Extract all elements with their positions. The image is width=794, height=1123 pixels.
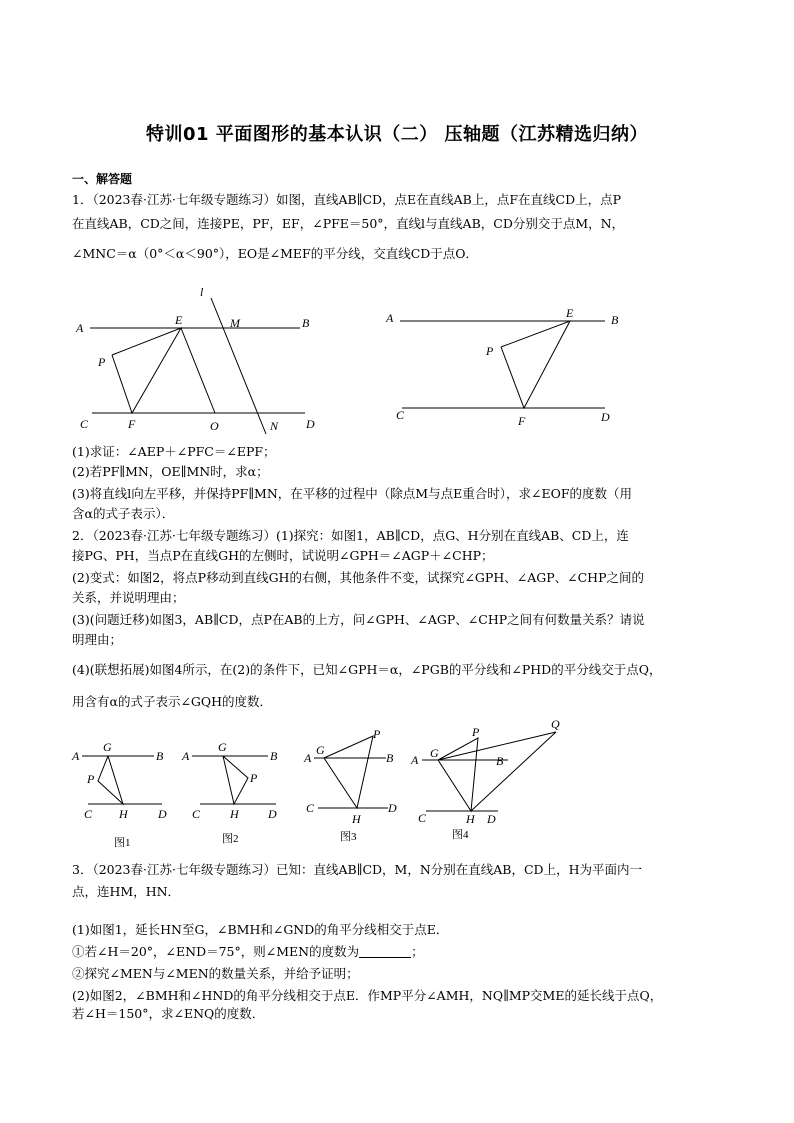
- q2-line-6: 明理由；: [72, 632, 123, 647]
- q3-sub-1: (1)如图1，延长HN至G，∠BMH和∠GND的角平分线相交于点E．: [72, 922, 449, 937]
- q2f3-D: D: [388, 801, 397, 815]
- q2f4-B: B: [496, 754, 504, 768]
- q2f4-Q: Q: [551, 717, 560, 731]
- q1-line-1: 1．（2023春·江苏·七年级专题练习）如图，直线AB∥CD，点E在直线AB上，点F在直线CD上，点P: [72, 192, 622, 207]
- q2f2-G: G: [218, 740, 227, 754]
- q2-line-4: 关系，并说明理由；: [72, 590, 185, 605]
- q1-figure-right: [380, 305, 620, 430]
- q1-sub-3a: (3)将直线l向左平移，并保持PF∥MN，在平移的过程中（除点M与点E重合时），求∠EOF的度数（用: [72, 486, 632, 501]
- fig1b-label-P: P: [486, 344, 494, 358]
- fig1a-label-l: l: [200, 285, 204, 299]
- q2f2-C: C: [192, 807, 201, 821]
- q2f2-H: H: [230, 807, 239, 821]
- q2f1-D: D: [158, 807, 167, 821]
- q3-sub-2b: 若∠H＝150°，求∠ENQ的度数．: [72, 1006, 265, 1021]
- q3-sub-1a-text: ①若∠H＝20°，∠END＝75°，则∠MEN的度数为: [72, 944, 360, 959]
- q2f3-C: C: [306, 801, 315, 815]
- q2f4-P: P: [472, 725, 480, 739]
- fig1a-label-D: D: [306, 417, 315, 431]
- q2f2-P: P: [250, 771, 258, 785]
- fig1a-label-N: N: [270, 419, 279, 433]
- fig1a-label-P: P: [98, 355, 106, 369]
- q2f1-B: B: [156, 749, 164, 763]
- q2-figures: [68, 716, 568, 852]
- q2-line-7: (4)(联想拓展)如图4所示，在(2)的条件下，已知∠GPH＝α，∠PGB的平分线和∠PHD的平分线交于点Q，: [72, 662, 662, 677]
- q1-line-2: 在直线AB，CD之间，连接PE，PF，EF，∠PFE＝50°，直线l与直线AB，CD分别交于点M，N，: [72, 216, 625, 231]
- fig1b-label-B: B: [611, 313, 619, 327]
- q1-sub-3b: 含α的式子表示）．: [72, 506, 175, 521]
- section-heading: 一、解答题: [72, 172, 133, 186]
- q2f4-G: G: [430, 746, 439, 760]
- fig1a-label-A: A: [76, 321, 84, 335]
- q2-line-1: 2．（2023春·江苏·七年级专题练习）(1)探究：如图1，AB∥CD，点G、H分别在直线AB、CD上，连: [72, 528, 629, 543]
- q2f1-G: G: [103, 740, 112, 754]
- q2f4-C: C: [418, 811, 427, 825]
- q2-line-5: (3)(问题迁移)如图3，AB∥CD，点P在AB的上方，问∠GPH、∠AGP、∠CHP之间有何数量关系？请说: [72, 612, 645, 627]
- q2-caption-1: 图1: [114, 837, 131, 849]
- q1-line-3: ∠MNC＝α（0°＜α＜90°），EO是∠MEF的平分线，交直线CD于点O．: [72, 246, 479, 261]
- q2-caption-2: 图2: [222, 833, 239, 845]
- q2f4-A: A: [411, 753, 419, 767]
- q3-sub-1a-end: ；: [411, 944, 424, 959]
- q1-sub-2: (2)若PF∥MN，OE∥MN时，求α；: [72, 464, 269, 479]
- q1-figure-left: [70, 280, 330, 435]
- q2f3-P: P: [373, 727, 381, 741]
- fig1a-label-M: M: [230, 316, 240, 330]
- fig1b-label-D: D: [601, 410, 610, 424]
- q2f4-H: H: [466, 812, 475, 826]
- q2f1-C: C: [84, 807, 93, 821]
- fig1a-label-F: F: [128, 417, 136, 431]
- q2f1-A: A: [72, 749, 80, 763]
- q2f4-D: D: [487, 812, 496, 826]
- q2-caption-4: 图4: [452, 829, 469, 841]
- q3-sub-1a: [72, 944, 424, 960]
- q2f3-A: A: [304, 751, 312, 765]
- q2f2-B: B: [270, 749, 278, 763]
- q2f1-P: P: [87, 772, 95, 786]
- fig1b-label-E: E: [566, 306, 574, 320]
- answer-blank[interactable]: [359, 945, 411, 958]
- q3-line-2: 点，连HM，HN．: [72, 884, 181, 899]
- q3-sub-1b: ②探究∠MEN与∠MEN的数量关系，并给予证明；: [72, 966, 359, 981]
- fig1a-label-C: C: [80, 417, 89, 431]
- q2-line-3: (2)变式：如图2，将点P移动到直线GH的右侧，其他条件不变，试探究∠GPH、∠AGP、∠CHP之间的: [72, 570, 644, 585]
- fig1a-label-O: O: [210, 419, 219, 433]
- q2f2-A: A: [182, 749, 190, 763]
- q2f1-H: H: [119, 807, 128, 821]
- q2f2-D: D: [268, 807, 277, 821]
- fig1b-label-F: F: [518, 414, 526, 428]
- fig1b-label-C: C: [396, 408, 405, 422]
- fig1b-label-A: A: [386, 311, 394, 325]
- page-title: 特训01 平面图形的基本认识（二） 压轴题（江苏精选归纳）: [145, 124, 649, 145]
- q2f3-G: G: [316, 743, 325, 757]
- q1-sub-1: (1)求证：∠AEP＋∠PFC＝∠EPF；: [72, 444, 276, 459]
- q3-sub-2a: (2)如图2，∠BMH和∠HND的角平分线相交于点E．作MP平分∠AMH，NQ∥MP交ME的延长线于点Q，: [72, 988, 663, 1003]
- fig1a-label-E: E: [175, 313, 183, 327]
- q2f3-B: B: [386, 751, 394, 765]
- q3-line-1: 3．（2023春·江苏·七年级专题练习）已知：直线AB∥CD，M，N分别在直线AB，CD上，H为平面内一: [72, 862, 642, 877]
- q2-line-8: 用含有α的式子表示∠GQH的度数．: [72, 694, 273, 709]
- q2-line-2: 接PG、PH，当点P在直线GH的左侧时，试说明∠GPH＝∠AGP＋∠CHP；: [72, 548, 494, 563]
- fig1a-label-B: B: [302, 316, 310, 330]
- q2-caption-3: 图3: [340, 831, 357, 843]
- q2f3-H: H: [352, 812, 361, 826]
